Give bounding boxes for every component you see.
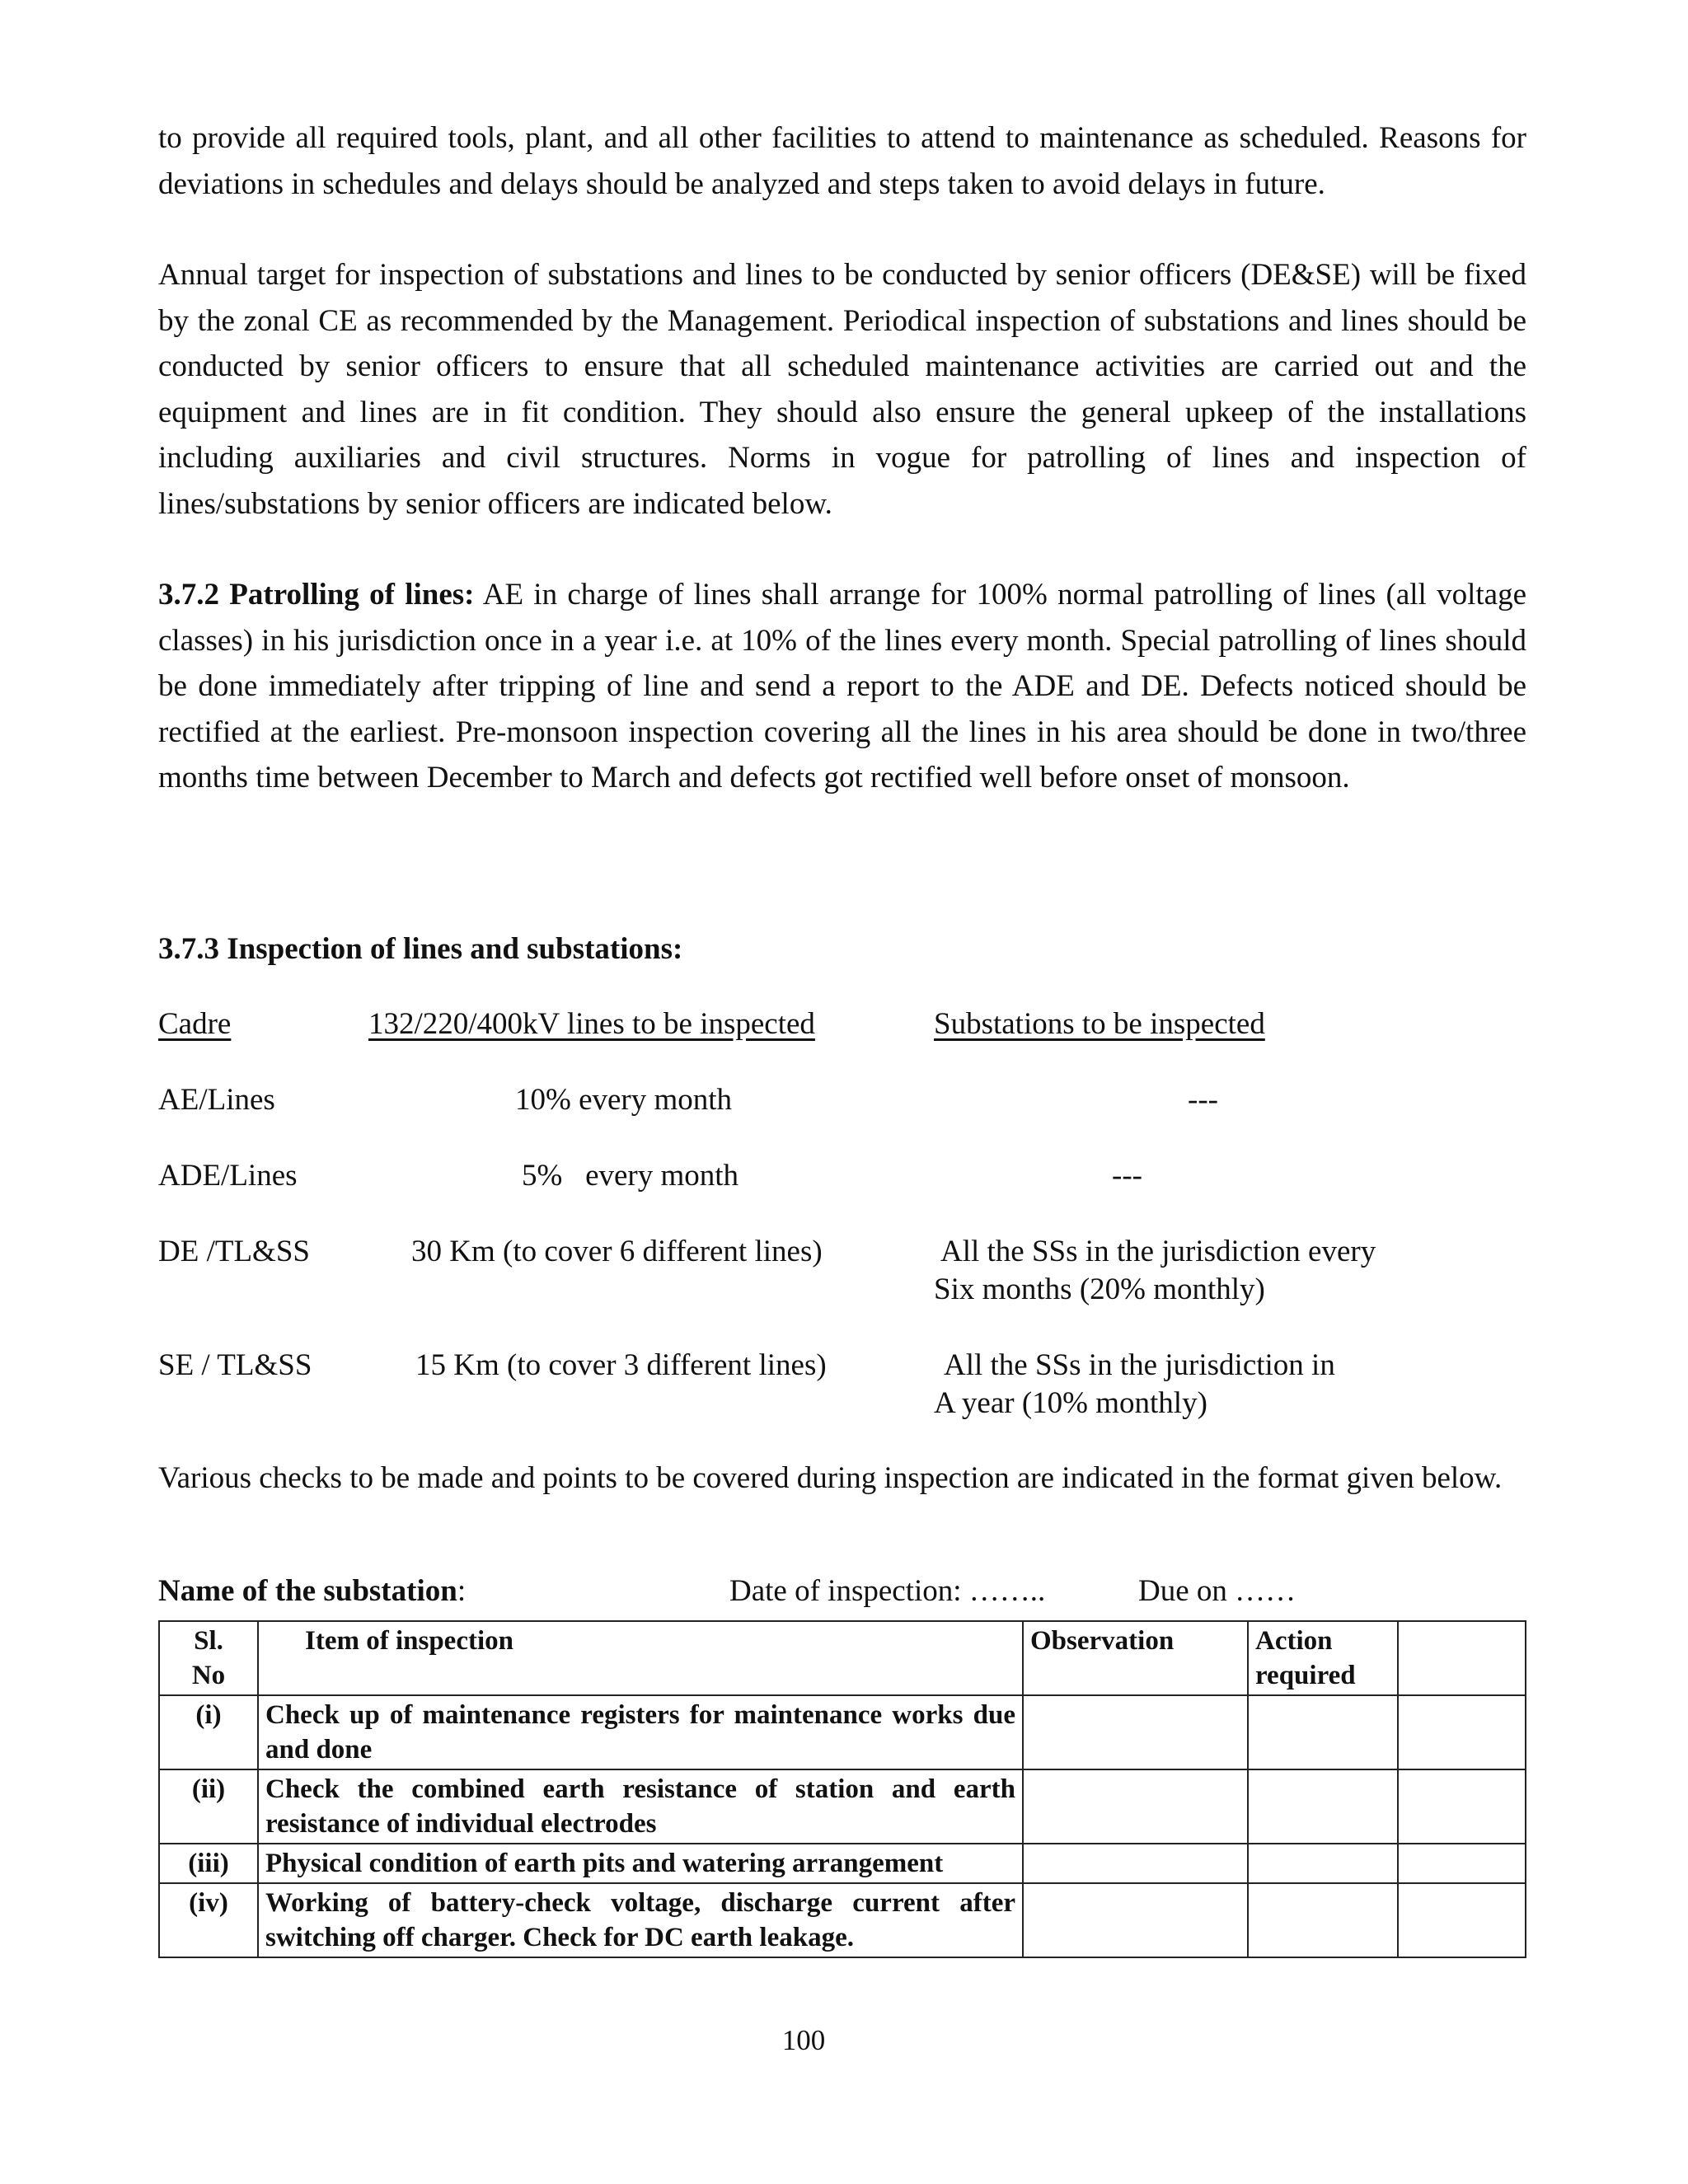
row-item: Check up of maintenance registers for maintenance works due and done: [258, 1695, 1023, 1769]
paragraph-annual-target: Annual target for inspection of substations and lines to be conducted by senior officers (DE&SE) will be fixed by the zonal CE as recommended by the Management. Periodical inspection of substations and lines should be conducted by senior officers to ensure that all scheduled maintenance activities are carried out and the equipment and lines are in fit condition. They should also ensure the general upkeep of the installations including auxiliaries and civil structures. Norms in vogue for patrolling of lines and inspection of lines/substations by senior officers are indicated below.: [158, 258, 1526, 521]
header-action-required: Action required: [1248, 1621, 1398, 1695]
row-sl: (iv): [159, 1883, 258, 1957]
table-row: [159, 1695, 1526, 1769]
row-blank-cell: [1398, 1844, 1526, 1883]
row-sl: (ii): [159, 1769, 258, 1844]
cadre-name: SE / TL&SS: [158, 1348, 312, 1382]
row-sl: (iii): [159, 1844, 258, 1883]
table-row: [159, 1844, 1526, 1883]
col-header-cadre: Cadre: [158, 1007, 232, 1041]
date-of-inspection-label: Date of inspection: ……..: [729, 1574, 1046, 1608]
row-observation-cell: [1023, 1769, 1248, 1844]
inspection-table: [158, 1620, 1526, 1958]
row-action-cell: [1248, 1695, 1398, 1769]
row-action-cell: [1248, 1769, 1398, 1844]
due-on-label: Due on ……: [1138, 1574, 1296, 1608]
body-text: [158, 115, 1526, 801]
lines-norm: 5% every month: [522, 1159, 739, 1193]
col-header-lines: 132/220/400kV lines to be inspected: [368, 1007, 815, 1041]
lines-norm: 15 Km (to cover 3 different lines): [415, 1348, 827, 1382]
row-blank-cell: [1398, 1769, 1526, 1844]
cadre-name: ADE/Lines: [158, 1159, 298, 1193]
row-blank-cell: [1398, 1883, 1526, 1957]
row-action-cell: [1248, 1883, 1398, 1957]
lines-norm: 30 Km (to cover 6 different lines): [411, 1235, 823, 1268]
paragraph-patrolling: [158, 572, 1526, 801]
substation-norm: ---: [1188, 1083, 1218, 1117]
substation-norm: ---: [1112, 1159, 1142, 1193]
row-item: Physical condition of earth pits and watering arrangement: [258, 1844, 1023, 1883]
row-observation-cell: [1023, 1695, 1248, 1769]
substation-norm-cont: A year (10% monthly): [934, 1386, 1207, 1420]
substation-name-label: Name of the substation:: [158, 1574, 467, 1608]
section-373-heading: 3.7.3 Inspection of lines and substations:: [158, 932, 683, 966]
table-row: [159, 1883, 1526, 1957]
row-item: Check the combined earth resistance of station and earth resistance of individual electrodes: [258, 1769, 1023, 1844]
lines-norm: 10% every month: [515, 1083, 733, 1117]
header-sl-no: Sl. No: [159, 1621, 258, 1695]
page-number: 100: [781, 2024, 826, 2056]
section-372-body: AE in charge of lines shall arrange for 100% normal patrolling of lines (all voltage classes) in his jurisdiction once in a year i.e. at 10% of the lines every month. Special patrolling of lines should be done immediately after tripping of line and send a report to the ADE and DE. Defects noticed should be rectified at the earliest. Pre-monsoon inspection covering all the lines in his area should be done in two/three months time between December to March and defects got rectified well before onset of monsoon.: [158, 578, 1526, 794]
header-observation: Observation: [1023, 1621, 1248, 1695]
row-item: Working of battery-check voltage, discharge current after switching off charger. Check for DC earth leakage.: [258, 1883, 1023, 1957]
table-header-row: [159, 1621, 1526, 1695]
col-header-substations: Substations to be inspected: [934, 1007, 1265, 1041]
cadre-name: DE /TL&SS: [158, 1235, 310, 1268]
row-blank-cell: [1398, 1695, 1526, 1769]
section-372-heading: 3.7.2 Patrolling of lines:: [158, 578, 475, 612]
row-observation-cell: [1023, 1883, 1248, 1957]
table-row: [159, 1769, 1526, 1844]
paragraph-checks: Various checks to be made and points to be covered during inspection are indicated in the format given below.: [158, 1461, 1503, 1495]
paragraph-intro: to provide all required tools, plant, and all other facilities to attend to maintenance as scheduled. Reasons for deviations in schedules and delays should be analyzed and steps taken to avoid delays in future.: [158, 121, 1526, 201]
cadre-name: AE/Lines: [158, 1083, 275, 1117]
row-sl: (i): [159, 1695, 258, 1769]
row-action-cell: [1248, 1844, 1398, 1883]
substation-norm: All the SSs in the jurisdiction in: [944, 1348, 1335, 1382]
substation-norm-cont: Six months (20% monthly): [934, 1272, 1265, 1306]
row-observation-cell: [1023, 1844, 1248, 1883]
header-item: Item of inspection: [258, 1621, 1023, 1695]
substation-norm: All the SSs in the jurisdiction every: [940, 1235, 1376, 1268]
header-blank: [1398, 1621, 1526, 1695]
